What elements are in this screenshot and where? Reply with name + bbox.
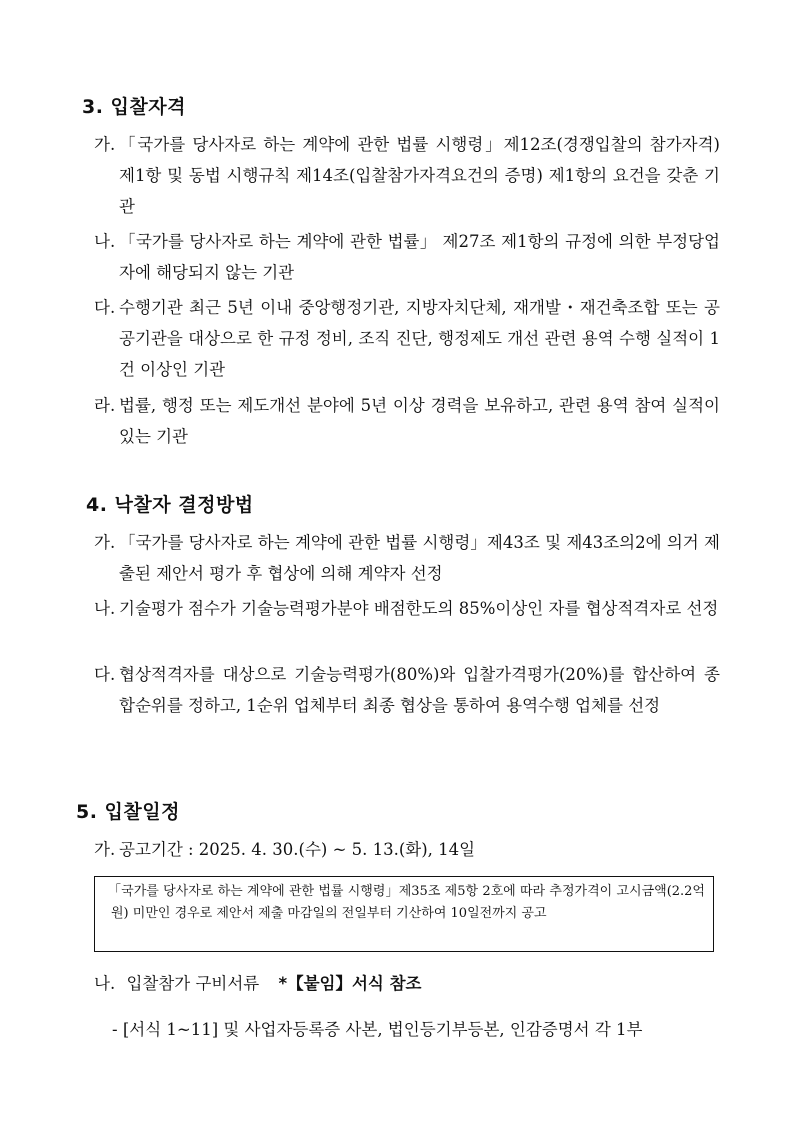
item-label: 나. bbox=[94, 599, 116, 618]
section-4-item-na bbox=[94, 593, 720, 624]
docs-label: 나. bbox=[94, 974, 116, 993]
period-text: 공고기간 : 2025. 4. 30.(수) ~ 5. 13.(화), 14일 bbox=[119, 840, 476, 859]
item-label: 다. bbox=[94, 665, 116, 684]
section-3-item-ga bbox=[94, 129, 720, 222]
note-box bbox=[94, 876, 714, 952]
section-5-period bbox=[94, 834, 720, 865]
item-text: 「국가를 당사자로 하는 계약에 관한 법률 시행령」제12조(경쟁입찰의 참가자격) 제1항 및 동법 시행규칙 제14조(입찰참가자격요건의 증명) 제1항의 요건을 갖춘 기관 bbox=[119, 135, 720, 216]
docs-text: 입찰참가 구비서류 bbox=[126, 974, 260, 993]
section-3-item-ra bbox=[94, 390, 720, 452]
item-label: 가. bbox=[94, 135, 116, 154]
item-label: 다. bbox=[94, 298, 116, 317]
item-label: 나. bbox=[94, 232, 116, 251]
section-5-docs bbox=[94, 968, 421, 999]
item-label: 가. bbox=[94, 840, 116, 859]
section-4-item-ga bbox=[94, 527, 720, 589]
item-label: 가. bbox=[94, 533, 116, 552]
section-3-item-na bbox=[94, 226, 720, 288]
item-text: 법률, 행정 또는 제도개선 분야에 5년 이상 경력을 보유하고, 관련 용역 참여 실적이 있는 기관 bbox=[119, 396, 720, 446]
item-text: 「국가를 당사자로 하는 계약에 관한 법률 시행령」제43조 및 제43조의2에 의거 제출된 제안서 평가 후 협상에 의해 계약자 선정 bbox=[119, 533, 720, 583]
item-text: 협상적격자를 대상으로 기술능력평가(80%)와 입찰가격평가(20%)를 합산하여 종합순위를 정하고, 1순위 업체부터 최종 협상을 통하여 용역수행 업체를 선정 bbox=[119, 665, 720, 715]
item-label: 라. bbox=[94, 396, 116, 415]
item-text: 기술평가 점수가 기술능력평가분야 배점한도의 85%이상인 자를 협상적격자로 선정 bbox=[119, 599, 719, 618]
attachment-reference: *【붙임】서식 참조 bbox=[278, 974, 422, 993]
section-3-item-da bbox=[94, 292, 720, 385]
note-text: 「국가를 당사자로 하는 계약에 관한 법률 시행령」제35조 제5항 2호에 따라 추정가격이 고시금액(2.2억원) 미만인 경우로 제안서 제출 마감일의 전일부터 기산하여 10일전까지 공고 bbox=[108, 884, 705, 921]
section-3-heading: 3. 입찰자격 bbox=[82, 96, 186, 118]
section-5-heading: 5. 입찰일정 bbox=[76, 801, 180, 823]
item-text: 수행기관 최근 5년 이내 중앙행정기관, 지방자치단체, 재개발・재건축조합 또는 공공기관을 대상으로 한 규정 정비, 조직 진단, 행정제도 개선 관련 용역 수행 실적이 1건 이상인 기관 bbox=[119, 298, 721, 379]
section-4-item-da bbox=[94, 659, 720, 721]
docs-bullet: - [서식 1~11] 및 사업자등록증 사본, 법인등기부등본, 인감증명서 각 1부 bbox=[112, 1020, 643, 1039]
item-text: 「국가를 당사자로 하는 계약에 관한 법률」 제27조 제1항의 규정에 의한 부정당업자에 해당되지 않는 기관 bbox=[119, 232, 720, 282]
section-4-heading: 4. 낙찰자 결정방법 bbox=[86, 494, 254, 516]
